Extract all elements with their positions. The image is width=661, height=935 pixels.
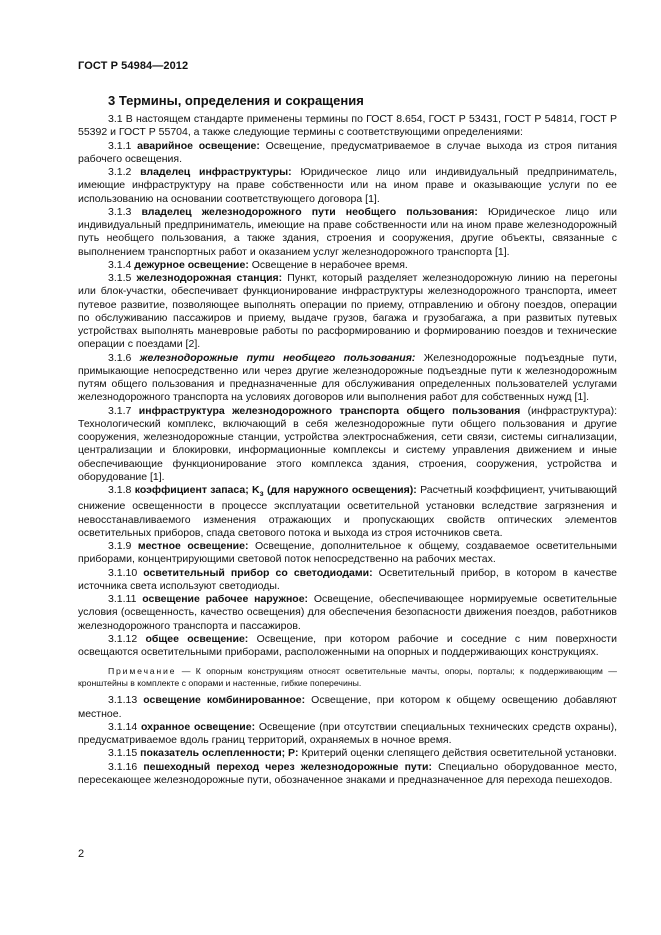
- term-name-text: показатель ослепленности; P:: [140, 747, 299, 760]
- section-title: 3 Термины, определения и сокращения: [108, 93, 364, 108]
- term-text: Пункт, который разделяет железнодорожную линию на перегоны или блок-участки, обеспечивает функционирование инфраструктуры железнодорожного транспорта, имеет путевое развитие, позволяющее выполнять операции по приему, отправлению и обгону поездов, операции по обслуживанию пассажиров и приему, выдаче грузов, багажа и грузобагажа, а при развитых путевых устройствах выполнять маневровые работы по расформированию и формированию поездов и технические операции с поездами [2].: [78, 272, 617, 351]
- term-name-text: общее освещение:: [145, 632, 249, 645]
- term-name-text: освещение рабочее наружное:: [142, 593, 309, 606]
- term-number: 3.1.12: [108, 632, 138, 645]
- term-number: 3.1.1: [108, 139, 132, 152]
- term-name-text: владелец инфраструктуры:: [140, 166, 292, 178]
- term-definition: [78, 593, 617, 633]
- term-text: Освещение, дополнительное к общему, создаваемое осветительными приборами, концентрирующими световой поток непосредственно на рабочих местах.: [78, 540, 617, 566]
- term-definition: [78, 140, 617, 167]
- term-name-text: аварийное освещение:: [137, 139, 260, 152]
- term-definition: [78, 633, 617, 660]
- term-name: [134, 259, 249, 271]
- term-name-tail: (для наружного освещения):: [263, 484, 417, 496]
- body-text: [78, 113, 617, 787]
- term-definition: [78, 166, 617, 206]
- term-definition: [78, 405, 617, 485]
- terms-list-2: [78, 694, 617, 787]
- term-name: [142, 593, 308, 605]
- intro-paragraph: 3.1 В настоящем стандарте применены термины по ГОСТ 8.654, ГОСТ Р 53431, ГОСТ Р 54814, ГОСТ Р 55392 и ГОСТ Р 55704, а также следующие термины с соответствующими определениями:: [78, 113, 617, 139]
- term-name: [143, 567, 372, 579]
- term-number: 3.1.7: [108, 404, 132, 417]
- term-name-text: местное освещение:: [137, 540, 249, 553]
- term-definition: [78, 259, 617, 272]
- note-paragraph: [78, 665, 617, 689]
- term-name: [143, 694, 305, 706]
- term-number: 3.1.15: [108, 747, 138, 760]
- term-text: Освещение, при котором рабочие и соседние с ним поверхности освещаются осветительными приборами, расположенными на опорных и поддерживающих конструкциях.: [78, 632, 617, 659]
- term-number: 3.1.5: [108, 272, 132, 284]
- term-name: [134, 484, 417, 499]
- term-name-text: осветительный прибор со светодиодами:: [143, 566, 373, 579]
- term-number: 3.1.13: [108, 694, 138, 707]
- term-name: [137, 140, 260, 152]
- term-name-text: охранное освещение:: [141, 720, 256, 733]
- term-definition: [78, 567, 617, 594]
- note-label: Примечание: [108, 666, 177, 677]
- term-number: 3.1.8: [108, 484, 132, 496]
- term-number: 3.1.4: [108, 258, 132, 271]
- term-definition: [78, 721, 617, 748]
- term-name: [139, 405, 520, 417]
- term-name-text: железнодорожные пути необщего пользования:: [139, 351, 416, 364]
- term-name-text: инфраструктура железнодорожного транспорта общего пользования: [138, 404, 521, 417]
- term-name: [141, 721, 255, 733]
- term-text: Освещение (при отсутствии специальных технических средств охраны), предусматриваемое вдоль границ территорий, охраняемых в ночное время.: [78, 720, 617, 747]
- term-text: Освещение в нерабочее время.: [248, 258, 408, 271]
- term-number: 3.1.10: [108, 566, 138, 579]
- term-name-text: освещение комбинированное:: [143, 694, 306, 707]
- term-text: Юридическое лицо или индивидуальный предприниматель, имеющие инфраструктуру на праве собственности или на ином праве и оказывающие услуги по ее использованию на основании соответствующего договора [1].: [78, 166, 617, 205]
- note-text: — К опорным конструкциям относят осветительные мачты, опоры, порталы; к поддерживающим — кронштейны в комплекте с опорами и настенные, гибкие поперечины.: [78, 666, 617, 689]
- terms-list: [78, 140, 617, 660]
- term-name: [140, 747, 298, 759]
- term-number: 3.1.9: [108, 540, 132, 553]
- term-definition: [78, 540, 617, 567]
- term-text: Критерий оценки слепящего действия осветительной установки.: [298, 747, 617, 760]
- term-number: 3.1.14: [108, 720, 138, 733]
- term-text: Освещение, при котором к общему освещению добавляют местное.: [78, 694, 617, 720]
- term-name: [138, 540, 249, 552]
- term-number: 3.1.11: [108, 593, 137, 606]
- term-definition: [78, 694, 617, 721]
- page-number: 2: [78, 848, 85, 860]
- term-name-text: железнодорожная станция:: [136, 272, 283, 284]
- term-text: Железнодорожные подъездные пути, примыкающие непосредственно или через другие железнодорожные подъездные пути к железнодорожным путям общего пользования и предназначенные для обслуживания определенных пользователей услугами железнодорожного транспорта на условиях договоров или выполнения работ для собственных нужд [1].: [78, 351, 617, 404]
- term-name: [145, 633, 248, 645]
- term-name: [143, 761, 432, 773]
- term-text: Юридическое лицо или индивидуальный предприниматель, имеющие на праве собственности или на ином праве железнодорожный путь необщего пользования, а также здания, строения и сооружения, другие объекты, связанные с выполнением транспортных работ и оказанием услуг железнодорожного транспорта [1].: [78, 205, 618, 258]
- term-number: 3.1.2: [108, 166, 132, 178]
- term-number: 3.1.6: [108, 351, 132, 364]
- term-definition: [78, 761, 617, 788]
- term-text: Осветительный прибор, в котором в качестве источника света используют светодиоды.: [78, 566, 618, 592]
- term-name: [140, 352, 416, 364]
- term-name-text: дежурное освещение:: [134, 258, 249, 271]
- term-name: [136, 272, 282, 284]
- term-definition: [78, 747, 617, 760]
- term-text: Освещение, предусматриваемое в случае выхода из строя питания рабочего освещения.: [78, 139, 618, 165]
- term-definition: [78, 352, 617, 405]
- term-text: Специально оборудованное место, пересекающее железнодорожные пути, обозначенное знаками и предназначенное для перехода пешеходов.: [78, 760, 617, 786]
- term-name: [141, 206, 477, 218]
- term-text: Расчетный коэффициент, учитывающий снижение освещенности в процессе эксплуатации осветительной установки вследствие загрязнения и невосстанавливаемого изменения отражающих и пропускающих свойств оптических элементов осветительных приборов, спада светового потока и выхода из строя источников света.: [78, 484, 617, 539]
- term-name-text: коэффициент запаса; K: [134, 484, 260, 496]
- term-definition: [78, 206, 617, 259]
- term-name-text: пешеходный переход через железнодорожные пути:: [143, 760, 432, 773]
- term-subscript: з: [259, 489, 264, 499]
- term-definition: [78, 484, 617, 540]
- term-name: [140, 166, 291, 178]
- document-code-header: ГОСТ Р 54984—2012: [78, 60, 189, 72]
- term-number: 3.1.3: [108, 205, 132, 218]
- term-definition: [78, 272, 617, 352]
- term-text: Освещение, обеспечивающее нормируемые осветительные условия (освещенность, качество освещения) для обеспечения безопасности движения поездов, работников железнодорожного транспорта и пассажиров.: [78, 593, 617, 632]
- term-text: (инфраструктура): Технологический комплекс, включающий в себя железнодорожные пути общего пользования и другие сооружения, железнодорожные станции, устройства электроснабжения, сети связи, системы сигнализации, централизации и блокировки, информационные комплексы и систему управления движением и иные обеспечивающие функционирование этого комплекса здания, строения, сооружения, устройства и оборудование [1].: [78, 404, 617, 483]
- term-number: 3.1.16: [108, 760, 138, 773]
- term-name-text: владелец железнодорожного пути необщего пользования:: [141, 205, 478, 218]
